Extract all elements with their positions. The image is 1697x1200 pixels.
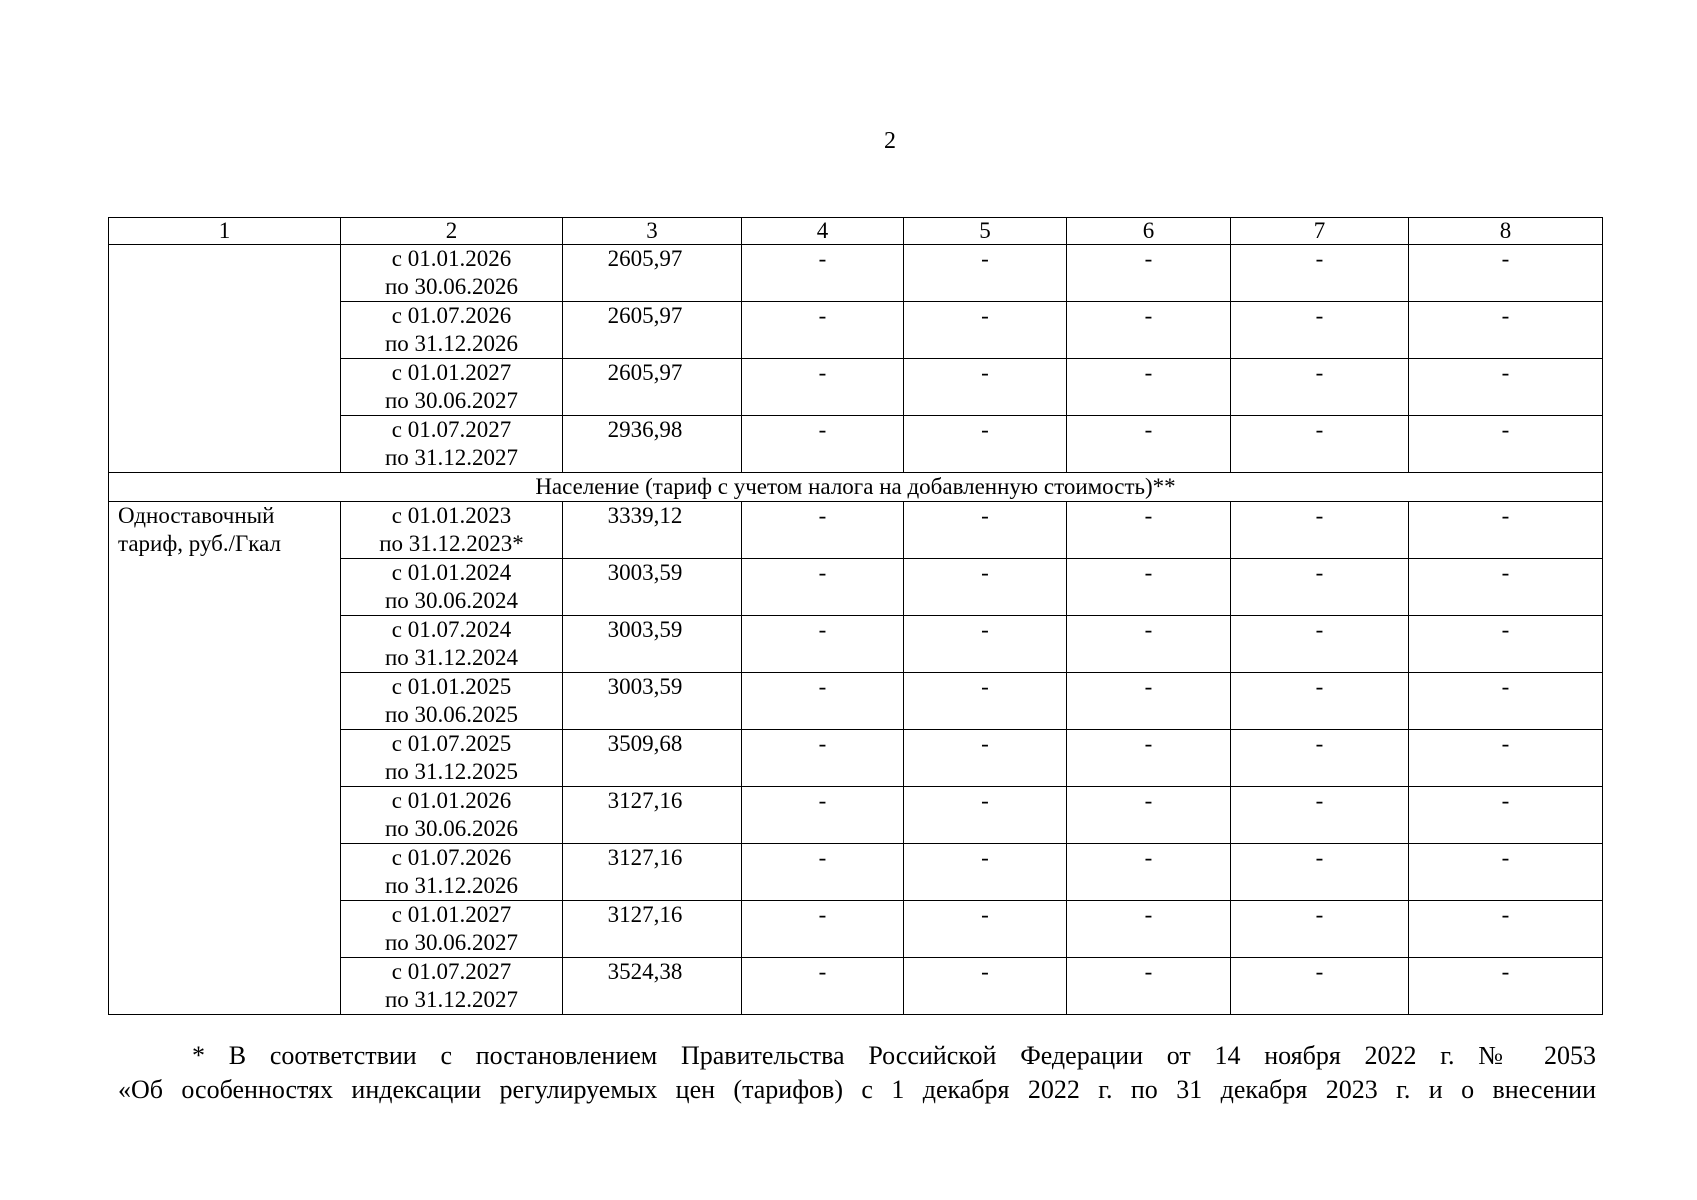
column-4-cell: - [742, 673, 904, 730]
column-6-cell: - [1067, 245, 1231, 302]
period-cell [341, 901, 563, 958]
column-5-cell: - [904, 502, 1067, 559]
column-6-cell: - [1067, 502, 1231, 559]
period-to: по 30.06.2027 [384, 388, 519, 413]
tariff-value-cell: 2936,98 [563, 416, 742, 473]
column-6-cell: - [1067, 559, 1231, 616]
column-6-cell: - [1067, 359, 1231, 416]
tariff-name-cell [109, 502, 341, 1015]
column-7-cell: - [1231, 616, 1409, 673]
period-cell [341, 245, 563, 302]
tariff-value-cell: 3003,59 [563, 673, 742, 730]
tariff-value-cell: 2605,97 [563, 245, 742, 302]
period-cell [341, 559, 563, 616]
tariff-value-cell: 3003,59 [563, 616, 742, 673]
column-4-cell: - [742, 844, 904, 901]
section-title: Население (тариф с учетом налога на добавленную стоимость)** [109, 473, 1603, 502]
period-to: по 30.06.2027 [384, 930, 519, 955]
column-6-cell: - [1067, 787, 1231, 844]
period-to: по 30.06.2026 [384, 274, 519, 299]
period-to: по 31.12.2026 [384, 331, 519, 356]
period-to: по 30.06.2025 [384, 702, 519, 727]
tariff-value-cell: 3339,12 [563, 502, 742, 559]
column-header-1: 1 [109, 218, 341, 245]
column-4-cell: - [742, 359, 904, 416]
column-6-cell: - [1067, 844, 1231, 901]
column-7-cell: - [1231, 359, 1409, 416]
page-number: 2 [884, 128, 896, 154]
section-row [109, 473, 1603, 502]
column-8-cell: - [1409, 302, 1603, 359]
column-8-cell: - [1409, 502, 1603, 559]
tariff-value-cell: 3127,16 [563, 844, 742, 901]
column-5-cell: - [904, 901, 1067, 958]
period-from: с 01.07.2027 [391, 959, 512, 984]
column-header-6: 6 [1067, 218, 1231, 245]
column-header-3: 3 [563, 218, 742, 245]
column-5-cell: - [904, 844, 1067, 901]
column-4-cell: - [742, 245, 904, 302]
column-8-cell: - [1409, 844, 1603, 901]
column-7-cell: - [1231, 416, 1409, 473]
column-8-cell: - [1409, 958, 1603, 1015]
column-7-cell: - [1231, 730, 1409, 787]
column-5-cell: - [904, 302, 1067, 359]
period-from: с 01.01.2026 [391, 788, 512, 813]
column-4-cell: - [742, 502, 904, 559]
period-cell [341, 844, 563, 901]
period-from: с 01.07.2025 [391, 731, 512, 756]
tariff-value-cell: 3509,68 [563, 730, 742, 787]
header-row [109, 218, 1603, 245]
period-to: по 30.06.2026 [384, 816, 519, 841]
tariff-name-line-1: Одноставочный [118, 503, 275, 528]
period-to: по 31.12.2026 [384, 873, 519, 898]
column-7-cell: - [1231, 245, 1409, 302]
period-to: по 31.12.2025 [384, 759, 519, 784]
column-5-cell: - [904, 787, 1067, 844]
column-7-cell: - [1231, 958, 1409, 1015]
column-8-cell: - [1409, 245, 1603, 302]
column-8-cell: - [1409, 359, 1603, 416]
period-to: по 31.12.2027 [384, 987, 519, 1012]
column-4-cell: - [742, 416, 904, 473]
period-cell [341, 302, 563, 359]
column-7-cell: - [1231, 673, 1409, 730]
column-4-cell: - [742, 730, 904, 787]
tariff-value-cell: 2605,97 [563, 302, 742, 359]
column-5-cell: - [904, 730, 1067, 787]
column-4-cell: - [742, 616, 904, 673]
tariff-value-cell: 3003,59 [563, 559, 742, 616]
column-6-cell: - [1067, 416, 1231, 473]
column-5-cell: - [904, 359, 1067, 416]
tariff-name-line-2: тариф, руб./Гкал [118, 531, 281, 556]
tariff-value-cell: 3524,38 [563, 958, 742, 1015]
period-to: по 30.06.2024 [384, 588, 519, 613]
column-7-cell: - [1231, 844, 1409, 901]
period-from: с 01.01.2027 [391, 902, 512, 927]
tariff-value-cell: 2605,97 [563, 359, 742, 416]
column-8-cell: - [1409, 787, 1603, 844]
column-6-cell: - [1067, 302, 1231, 359]
column-4-cell: - [742, 901, 904, 958]
period-from: с 01.01.2024 [391, 560, 512, 585]
column-5-cell: - [904, 559, 1067, 616]
period-cell [341, 958, 563, 1015]
column-7-cell: - [1231, 502, 1409, 559]
period-from: с 01.01.2023 [391, 503, 512, 528]
tariff-name-cell [109, 245, 341, 473]
table-body [109, 218, 1603, 1015]
column-5-cell: - [904, 245, 1067, 302]
period-to: по 31.12.2027 [384, 445, 519, 470]
column-8-cell: - [1409, 416, 1603, 473]
period-from: с 01.07.2026 [391, 303, 512, 328]
footnote [118, 1039, 1596, 1107]
column-6-cell: - [1067, 901, 1231, 958]
column-8-cell: - [1409, 616, 1603, 673]
column-header-4: 4 [742, 218, 904, 245]
column-5-cell: - [904, 616, 1067, 673]
period-from: с 01.07.2026 [391, 845, 512, 870]
footnote-line-1: * В соответствии с постановлением Правительства Российской Федерации от 14 ноября 2022 г. № 2053 [192, 1041, 1596, 1070]
column-4-cell: - [742, 559, 904, 616]
table-row [109, 502, 1603, 559]
period-cell [341, 502, 563, 559]
column-8-cell: - [1409, 559, 1603, 616]
column-5-cell: - [904, 958, 1067, 1015]
column-7-cell: - [1231, 787, 1409, 844]
column-7-cell: - [1231, 901, 1409, 958]
column-7-cell: - [1231, 302, 1409, 359]
tariff-value-cell: 3127,16 [563, 787, 742, 844]
column-4-cell: - [742, 787, 904, 844]
column-4-cell: - [742, 958, 904, 1015]
period-to: по 31.12.2024 [384, 645, 519, 670]
column-8-cell: - [1409, 901, 1603, 958]
column-6-cell: - [1067, 616, 1231, 673]
column-5-cell: - [904, 673, 1067, 730]
period-from: с 01.01.2025 [391, 674, 512, 699]
column-6-cell: - [1067, 673, 1231, 730]
column-header-2: 2 [341, 218, 563, 245]
tariff-table [108, 217, 1603, 1015]
column-4-cell: - [742, 302, 904, 359]
tariff-value-cell: 3127,16 [563, 901, 742, 958]
period-from: с 01.01.2026 [391, 246, 512, 271]
period-cell [341, 416, 563, 473]
period-to: по 31.12.2023* [379, 531, 524, 556]
period-cell [341, 730, 563, 787]
period-cell [341, 787, 563, 844]
period-cell [341, 359, 563, 416]
period-from: с 01.07.2027 [391, 417, 512, 442]
column-header-7: 7 [1231, 218, 1409, 245]
period-from: с 01.01.2027 [391, 360, 512, 385]
period-from: с 01.07.2024 [391, 617, 512, 642]
column-6-cell: - [1067, 730, 1231, 787]
table-row [109, 245, 1603, 302]
column-8-cell: - [1409, 673, 1603, 730]
column-header-5: 5 [904, 218, 1067, 245]
period-cell [341, 616, 563, 673]
column-8-cell: - [1409, 730, 1603, 787]
footnote-line-2: «Об особенностях индексации регулируемых цен (тарифов) с 1 декабря 2022 г. по 31 декабря 2023 г. и о внесении [118, 1075, 1596, 1104]
column-6-cell: - [1067, 958, 1231, 1015]
column-header-8: 8 [1409, 218, 1603, 245]
period-cell [341, 673, 563, 730]
column-5-cell: - [904, 416, 1067, 473]
column-7-cell: - [1231, 559, 1409, 616]
